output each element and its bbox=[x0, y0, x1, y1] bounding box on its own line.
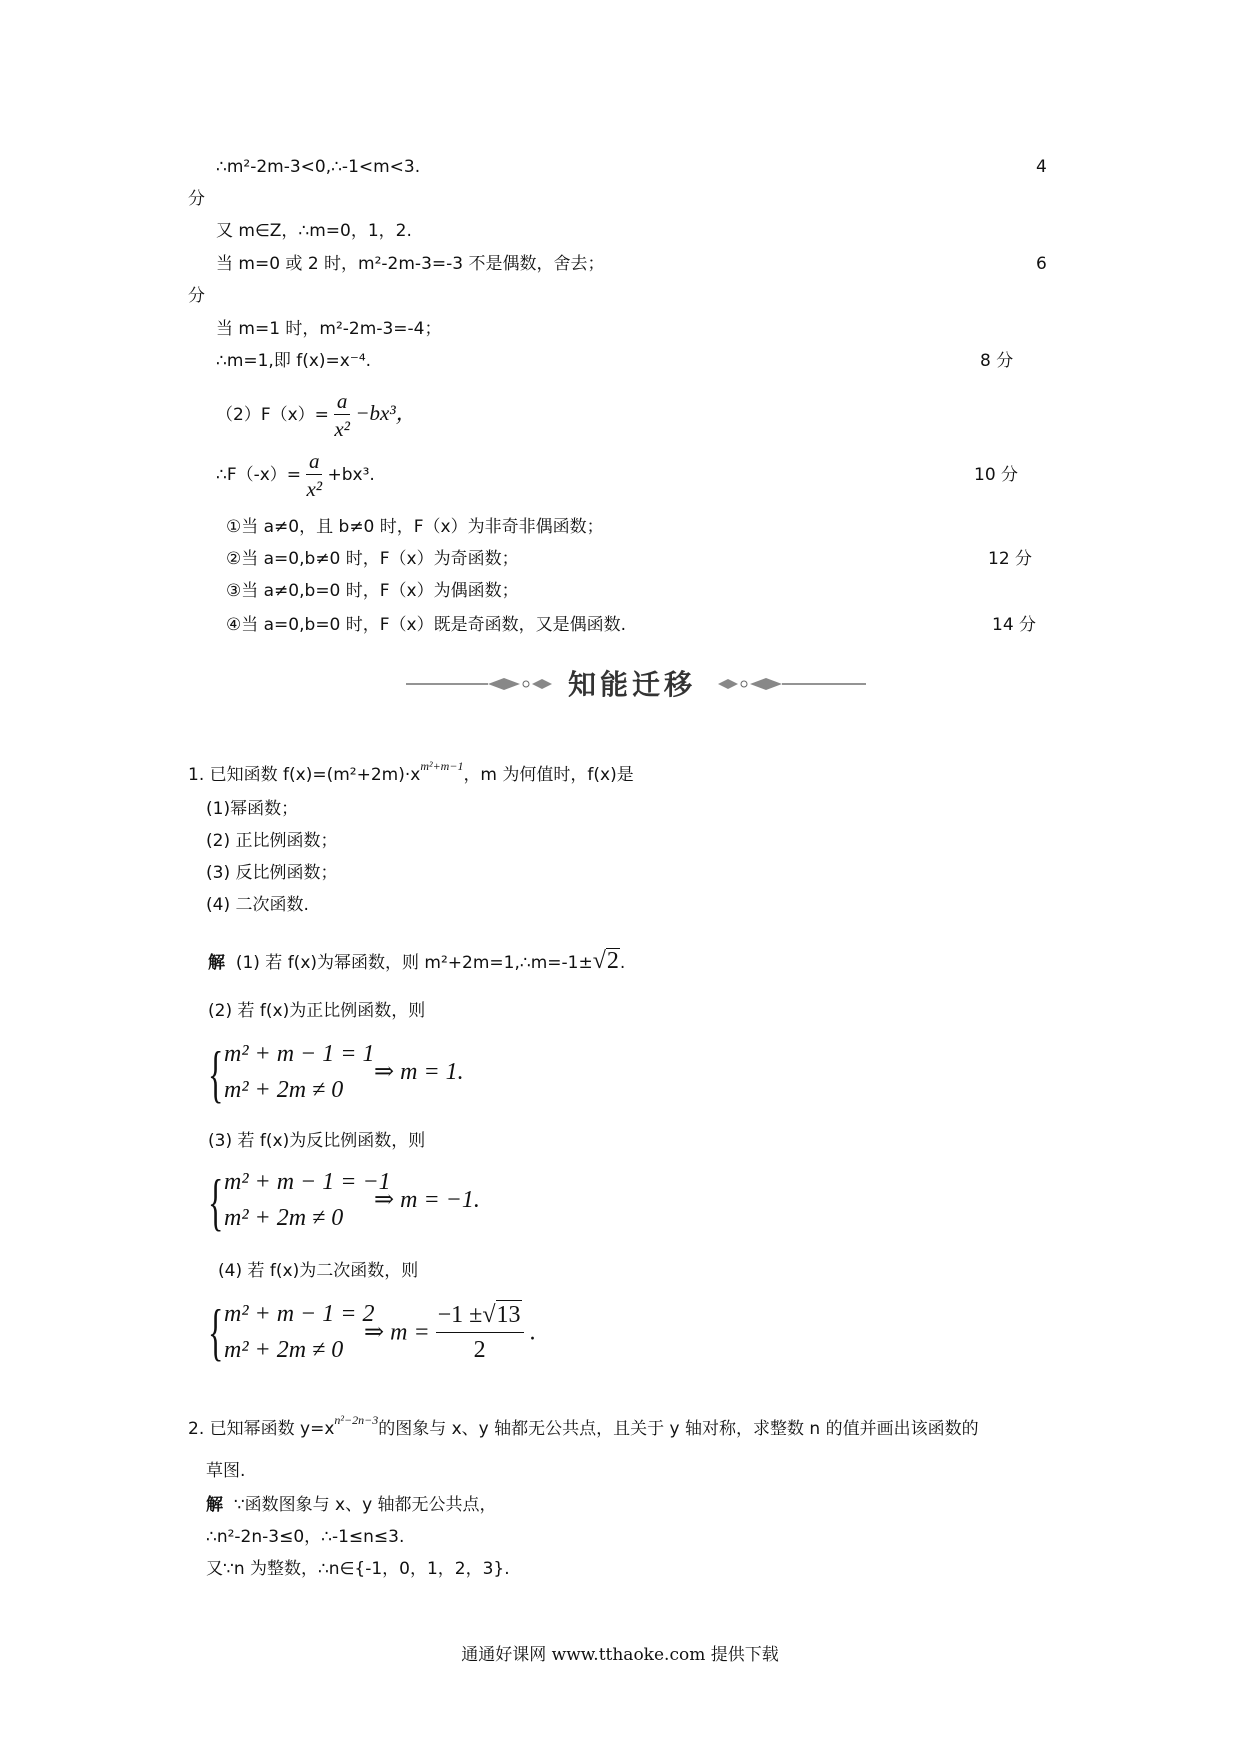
system-row-2: m² + 2m ≠ 0 bbox=[224, 1077, 344, 1103]
q1-solution-1 bbox=[208, 946, 625, 978]
score-unit-1: 分 bbox=[188, 189, 205, 209]
case-4: ④当 a=0,b=0 时，F（x）既是奇函数，又是偶函数. bbox=[226, 615, 627, 635]
system-row-2: m² + 2m ≠ 0 bbox=[224, 1337, 344, 1363]
solution-line-4: 当 m=1 时，m²-2m-3=-4； bbox=[216, 319, 442, 339]
sqrt-13: 13 bbox=[496, 1302, 521, 1328]
f-x-def-prefix: （2）F（x）= bbox=[216, 405, 329, 425]
q1-sol1-end: . bbox=[619, 953, 626, 973]
system-rows bbox=[224, 1036, 374, 1108]
numerator-text: −1 ± bbox=[437, 1302, 483, 1328]
q2-stem bbox=[188, 1413, 979, 1440]
solution-line-5: ∴m=1,即 f(x)=x⁻⁴. bbox=[216, 351, 372, 371]
q1-part-1: (1)幂函数； bbox=[206, 799, 299, 819]
implies-m: ⇒ m = bbox=[364, 1319, 430, 1346]
fraction-denominator: x² bbox=[334, 416, 350, 441]
q2-stem-a: 2. 已知幂函数 y=x bbox=[188, 1419, 335, 1439]
solution-line-7 bbox=[216, 446, 375, 504]
f-neg-x-prefix: ∴F（-x）= bbox=[216, 465, 302, 485]
system-rows bbox=[224, 1296, 374, 1368]
score-4: 4 bbox=[1036, 157, 1047, 177]
fraction-numerator: a bbox=[306, 450, 322, 475]
result-end: . bbox=[529, 1319, 536, 1346]
solution-label: 解 bbox=[206, 1495, 223, 1515]
f-neg-x-suffix: +bx³. bbox=[327, 465, 375, 485]
case-2: ②当 a=0,b≠0 时，F（x）为奇函数； bbox=[226, 549, 519, 569]
q2-solution-3: 又∵n 为整数，∴n∈{-1，0，1，2，3}. bbox=[206, 1559, 510, 1579]
fraction-numerator: a bbox=[334, 390, 350, 415]
solution-line-1: ∴m²-2m-3<0,∴-1<m<3. bbox=[216, 157, 421, 177]
sqrt-symbol: √ bbox=[482, 1302, 496, 1328]
fraction-denominator: x² bbox=[306, 476, 323, 501]
fraction-a-over-x2 bbox=[334, 390, 350, 441]
equation-system-3 bbox=[208, 1164, 508, 1240]
q2-sol1-text: ∵函数图象与 x、y 轴都无公共点， bbox=[233, 1495, 497, 1515]
q2-exponent: n²−2n−3 bbox=[334, 1413, 379, 1427]
q1-part-4: (4) 二次函数. bbox=[206, 895, 309, 915]
system-result bbox=[364, 1298, 536, 1367]
score-8: 8 分 bbox=[980, 351, 1014, 371]
score-unit-2: 分 bbox=[188, 286, 205, 306]
q1-stem-a: 1. 已知函数 f(x)=(m²+2m)·x bbox=[188, 765, 421, 785]
q1-part-2: (2) 正比例函数； bbox=[206, 831, 338, 851]
score-6: 6 bbox=[1036, 254, 1047, 274]
solution-line-6 bbox=[216, 384, 417, 444]
score-12: 12 分 bbox=[988, 549, 1033, 569]
left-brace: { bbox=[208, 1166, 224, 1237]
system-result: ⇒ m = −1. bbox=[374, 1187, 480, 1213]
left-brace: { bbox=[208, 1296, 224, 1367]
result-numerator bbox=[436, 1298, 524, 1333]
q2-stem-b: 的图象与 x、y 轴都无公共点，且关于 y 轴对称，求整数 n 的值并画出该函数的 bbox=[378, 1419, 979, 1439]
q1-exponent: m²+m−1 bbox=[420, 759, 464, 773]
solution-line-3: 当 m=0 或 2 时，m²-2m-3=-3 不是偶数，舍去； bbox=[216, 254, 605, 274]
score-14: 14 分 bbox=[992, 615, 1037, 635]
q1-stem-b: ，m 为何值时，f(x)是 bbox=[463, 765, 634, 785]
q2-stem-cont: 草图. bbox=[206, 1461, 246, 1481]
f-x-def-suffix: −bx³， bbox=[355, 401, 417, 425]
solution-line-2: 又 m∈Z，∴m=0，1，2. bbox=[216, 221, 412, 241]
equation-system-4 bbox=[208, 1294, 568, 1374]
score-10: 10 分 bbox=[974, 465, 1019, 485]
q1-solution-2: (2) 若 f(x)为正比例函数，则 bbox=[208, 1001, 426, 1021]
fraction-a-over-x2-b bbox=[306, 450, 322, 501]
sqrt-symbol: √ bbox=[592, 948, 606, 974]
solution-label: 解 bbox=[208, 953, 225, 973]
section-title: 知能迁移 bbox=[568, 668, 697, 701]
result-fraction bbox=[436, 1298, 524, 1367]
sqrt-2: 2 bbox=[606, 948, 619, 974]
equation-system-2 bbox=[208, 1036, 468, 1112]
q1-solution-3: (3) 若 f(x)为反比例函数，则 bbox=[208, 1131, 426, 1151]
system-row-1: m² + m − 1 = 2 bbox=[224, 1301, 375, 1327]
system-row-1: m² + m − 1 = 1 bbox=[224, 1041, 375, 1067]
q1-sol1-text: (1) 若 f(x)为幂函数，则 m²+2m=1,∴m=-1± bbox=[235, 953, 593, 973]
system-rows bbox=[224, 1164, 391, 1236]
system-result: ⇒ m = 1. bbox=[374, 1059, 464, 1085]
result-denominator: 2 bbox=[473, 1337, 486, 1363]
q1-stem bbox=[188, 759, 634, 786]
q2-solution-2: ∴n²-2n-3≤0，∴-1≤n≤3. bbox=[206, 1527, 405, 1547]
page-footer: 通通好课网 www.tthaoke.com 提供下载 bbox=[461, 1645, 779, 1665]
q1-part-3: (3) 反比例函数； bbox=[206, 863, 338, 883]
left-brace: { bbox=[208, 1038, 224, 1109]
q1-solution-4: (4) 若 f(x)为二次函数，则 bbox=[218, 1261, 419, 1281]
system-row-2: m² + 2m ≠ 0 bbox=[224, 1205, 344, 1231]
case-1: ①当 a≠0，且 b≠0 时，F（x）为非奇非偶函数； bbox=[226, 517, 604, 537]
system-row-1: m² + m − 1 = −1 bbox=[224, 1169, 391, 1195]
case-3: ③当 a≠0,b=0 时，F（x）为偶函数； bbox=[226, 581, 519, 601]
q2-solution-1 bbox=[206, 1494, 497, 1516]
